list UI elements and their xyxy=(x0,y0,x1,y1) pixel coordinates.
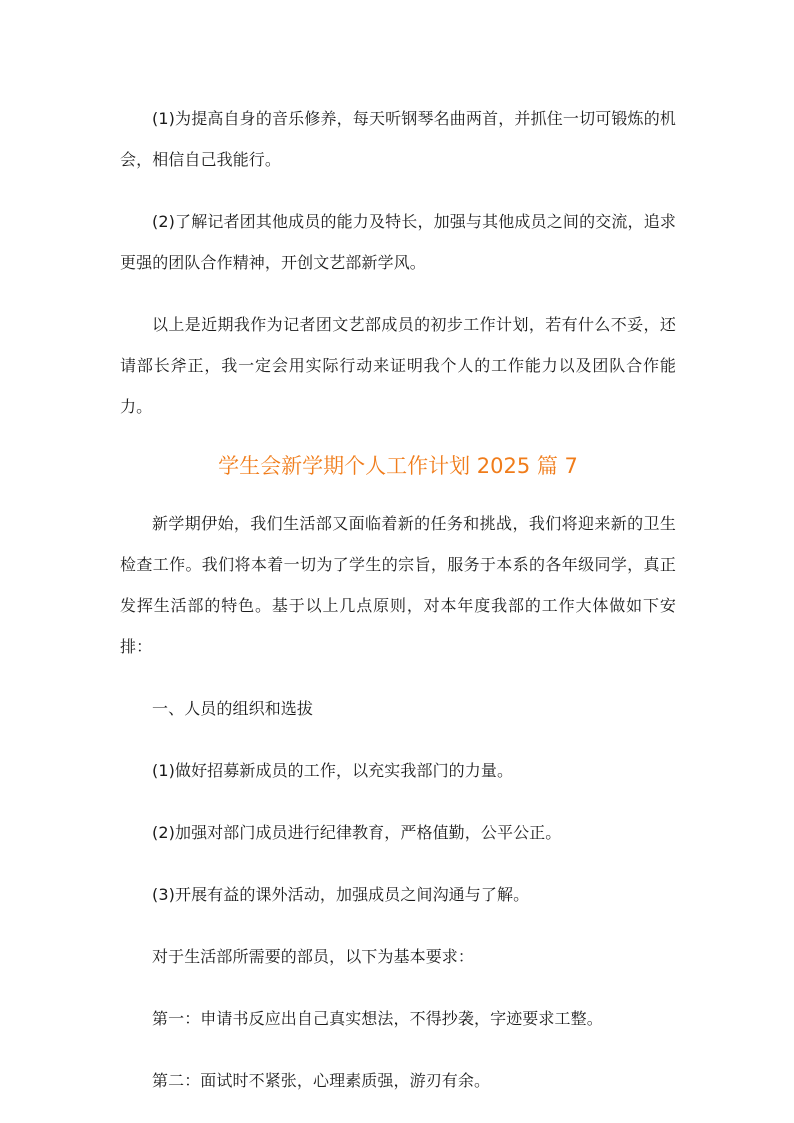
paragraph-spacing xyxy=(120,427,676,448)
paragraph-spacing xyxy=(120,853,676,874)
paragraph: 对于生活部所需要的部员，以下为基本要求： xyxy=(152,947,475,966)
paragraph-spacing xyxy=(120,283,676,304)
list-heading: 一、人员的组织和选拔 xyxy=(152,699,314,718)
paragraph-spacing xyxy=(120,729,676,750)
paragraph: (1)为提高自身的音乐修养，每天听钢琴名曲两首，并抓住一切可锻炼的机会，相信自己我能行。 xyxy=(120,109,676,169)
paragraph: (2)了解记者团其他成员的能力及特长，加强与其他成员之间的交流，追求更强的团队合作精神，开创文艺部新学风。 xyxy=(120,212,676,272)
list-item: (3)开展有益的课外活动，加强成员之间沟通与了解。 xyxy=(152,885,530,904)
section-heading: 学生会新学期个人工作计划 2025 篇 7 xyxy=(218,454,578,478)
paragraph-spacing xyxy=(120,180,676,201)
list-item: (2)加强对部门成员进行纪律教育，严格值勤，公平公正。 xyxy=(152,823,562,842)
document-body xyxy=(120,98,676,1101)
requirement-item: 第一：申请书反应出自己真实想法，不得抄袭，字迹要求工整。 xyxy=(152,1009,603,1028)
paragraph: 新学期伊始，我们生活部又面临着新的任务和挑战，我们将迎来新的卫生检查工作。我们将本着一切为了学生的宗旨，服务于本系的各年级同学，真正发挥生活部的特色。基于以上几点原则，对本年度我部的工作大体做如下安排： xyxy=(120,514,676,656)
paragraph-spacing xyxy=(120,915,676,936)
requirement-item: 第二：面试时不紧张，心理素质强，游刃有余。 xyxy=(152,1071,491,1090)
paragraph-spacing xyxy=(120,977,676,998)
paragraph-spacing xyxy=(120,791,676,812)
paragraph-spacing xyxy=(120,1039,676,1060)
paragraph-spacing xyxy=(120,667,676,688)
list-item: (1)做好招募新成员的工作，以充实我部门的力量。 xyxy=(152,761,514,780)
paragraph: 以上是近期我作为记者团文艺部成员的初步工作计划，若有什么不妥，还请部长斧正，我一定会用实际行动来证明我个人的工作能力以及团队合作能力。 xyxy=(120,315,676,416)
